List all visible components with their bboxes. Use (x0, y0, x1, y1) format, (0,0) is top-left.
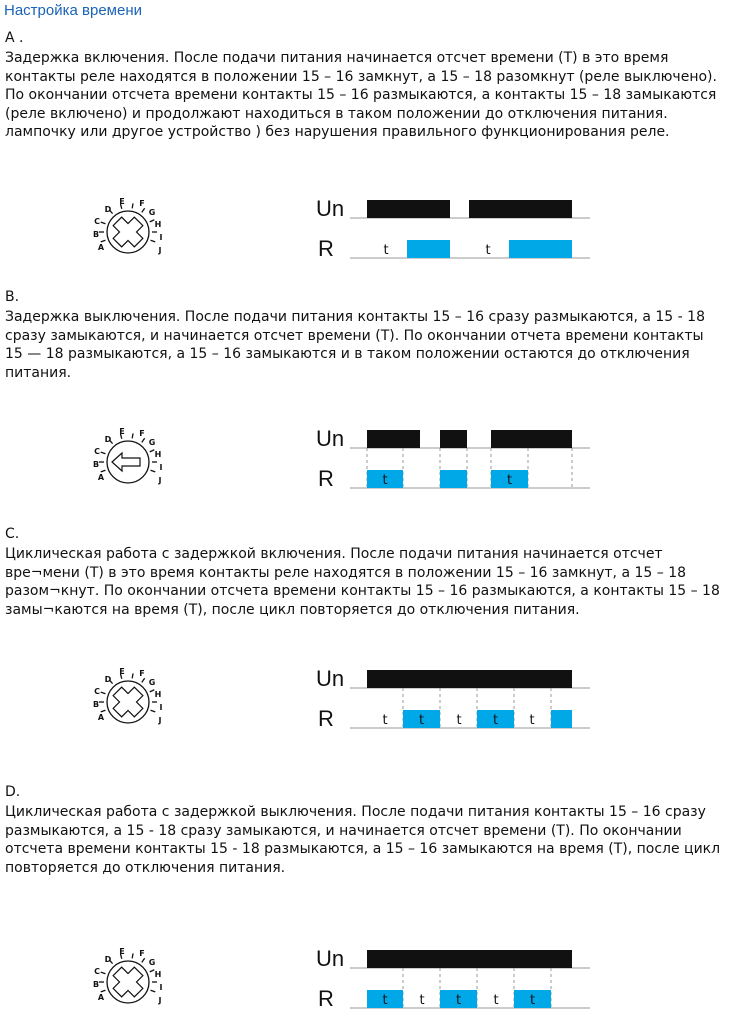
dial-label-h: H (154, 970, 162, 979)
figure-d (0, 940, 748, 1030)
figure-c (0, 660, 748, 750)
dial-label-j: J (158, 716, 162, 725)
figure-a (0, 190, 748, 280)
dial-label-j: J (158, 996, 162, 1005)
dial-tick (101, 240, 106, 242)
dial-label-g: G (148, 208, 156, 217)
dial-label-j: J (158, 246, 162, 255)
un-label: Un (316, 196, 345, 221)
relay-t-label: t (382, 993, 388, 1008)
power-on-block (440, 430, 467, 448)
dial-label-c: C (94, 687, 100, 696)
figure-a-svg (0, 190, 748, 280)
relay-on-block (509, 240, 572, 258)
section-a-line: (реле включено) и продолжают находиться в таком положении до отключения питания. (5, 105, 668, 122)
section-b-line: 15 — 18 размыкаются, а 15 – 16 замыкаются и в таком положении остаются до отключения (5, 346, 690, 362)
dial-tick (142, 208, 145, 212)
un-label: Un (316, 946, 345, 971)
dial-label-e: E (119, 427, 125, 436)
figure-d-svg (0, 940, 748, 1024)
relay-t-label: t (382, 473, 388, 488)
relay-t-label: t (455, 993, 462, 1008)
dial-tick (101, 710, 106, 712)
dial-tick (101, 692, 106, 694)
section-b-line: питания. (5, 364, 72, 381)
section-c-line: вре¬мени (T) в это время контакты реле находятся в положении 15 – 16 замкнут, а 15 – 18 (5, 564, 687, 581)
dial-tick (150, 450, 155, 452)
dial-tick (150, 220, 155, 222)
power-on-block (367, 200, 450, 218)
r-label: R (318, 986, 334, 1011)
delay-t-label: t (485, 243, 491, 258)
dial-label-a: A (97, 713, 105, 722)
dial-label-i: I (159, 703, 163, 712)
r-label: R (318, 466, 334, 491)
page-title: Настройка времени (4, 2, 142, 19)
dial-label-b: B (92, 700, 100, 709)
section-a-text (5, 49, 745, 142)
dial-label-f: F (139, 669, 145, 678)
dial-label-c: C (94, 447, 100, 456)
dial-tick (101, 470, 106, 472)
dial-tick (101, 222, 106, 224)
section-d-line: повторяется до отключения питания. (5, 859, 286, 876)
dial-label-h: H (154, 690, 162, 699)
relay-on-block (440, 470, 467, 488)
section-d-line: отсчета времени контакты 15 - 18 размыкаются, а 15 – 16 замыкаются на время (T), после цикл (5, 841, 721, 857)
r-label: R (318, 236, 334, 261)
dial-label-e: E (119, 197, 125, 206)
dial-label-e: E (119, 947, 125, 956)
section-a-letter: A . (5, 30, 24, 46)
dial-label-d: D (104, 435, 112, 444)
delay-t-label: t (456, 713, 462, 728)
relay-t-label: t (492, 713, 499, 728)
dial-tick (151, 240, 156, 242)
dial-label-i: I (159, 233, 163, 242)
section-c-text (5, 545, 745, 619)
section-d-text (5, 803, 745, 877)
relay-t-label: t (529, 993, 536, 1008)
dial-label-b: B (92, 460, 100, 469)
dial-label-g: G (148, 438, 156, 447)
section-d-line: Циклическая работа с задержкой выключения. После подачи питания контакты 15 – 16 сразу (5, 804, 706, 820)
delay-t-label: t (419, 993, 425, 1008)
section-b-text (5, 308, 745, 382)
dial-label-i: I (159, 463, 163, 472)
dial-label-d: D (104, 205, 112, 214)
dial-label-f: F (139, 199, 145, 208)
section-a-line: Задержка включения. После подачи питания начинается отсчет времени (T) в это время (5, 50, 669, 66)
dial-label-b: B (92, 230, 100, 239)
dial-label-g: G (148, 678, 156, 687)
dial-tick (101, 452, 106, 454)
dial-label-h: H (154, 450, 162, 459)
section-a-line: По окончании отсчета времени контакты 15 – 16 размыкаются, а контакты 15 – 18 замыкаются (5, 87, 717, 103)
dial-label-e: E (119, 667, 125, 676)
section-c-line: Циклическая работа с задержкой включения. После подачи питания начинается отсчет (5, 546, 663, 562)
figure-c-svg (0, 660, 748, 750)
dial-tick (142, 958, 145, 962)
figure-b-svg (0, 420, 748, 510)
dial-label-j: J (158, 476, 162, 485)
dial-tick (132, 203, 133, 208)
dial-tick (151, 990, 156, 992)
dial-label-f: F (139, 949, 145, 958)
delay-t-label: t (529, 713, 535, 728)
dial-label-h: H (154, 220, 162, 229)
dial-label-a: A (97, 473, 105, 482)
figure-b (0, 420, 748, 510)
dial-tick (132, 433, 133, 438)
dial-tick (151, 470, 156, 472)
r-label: R (318, 706, 334, 731)
dial-tick (150, 970, 155, 972)
dial-label-d: D (104, 955, 112, 964)
dial-tick (101, 972, 106, 974)
delay-t-label: t (382, 713, 388, 728)
dial-label-d: D (104, 675, 112, 684)
dial-label-a: A (97, 993, 105, 1002)
dial-label-g: G (148, 958, 156, 967)
dial-tick (150, 690, 155, 692)
section-d-line: размыкаются, а 15 - 18 сразу замыкаются, и начинается отсчет времени (T). По окончании (5, 822, 682, 839)
relay-on-block (551, 710, 572, 728)
section-d-letter: D. (5, 784, 21, 800)
dial-tick (132, 673, 133, 678)
section-b-line: Задержка выключения. После подачи питания контакты 15 – 16 сразу размыкаются, а 15 - 18 (5, 309, 705, 325)
relay-t-label: t (506, 473, 513, 488)
section-c-line: разом¬кнут. По окончании отсчета времени контакты 15 – 16 размыкаются, а контакты 15 – 18 (5, 583, 720, 599)
relay-t-label: t (418, 713, 425, 728)
dial-tick (142, 438, 145, 442)
dial-label-i: I (159, 983, 163, 992)
un-label: Un (316, 666, 345, 691)
section-a-line: контакты реле находятся в положении 15 – 16 замкнут, а 15 – 18 разомкнут (реле выключено). (5, 68, 717, 85)
dial-tick (151, 710, 156, 712)
un-label: Un (316, 426, 345, 451)
power-on-block (491, 430, 572, 448)
dial-tick (142, 678, 145, 682)
power-on-block (367, 430, 420, 448)
section-b-letter: B. (5, 289, 20, 305)
dial-label-b: B (92, 980, 100, 989)
relay-on-block (407, 240, 450, 258)
section-b-line: сразу замыкаются, и начинается отсчет времени (T). По окончании отчета времени контакты (5, 327, 704, 344)
power-on-block (367, 670, 572, 688)
dial-tick (132, 953, 133, 958)
power-on-block (469, 200, 572, 218)
delay-t-label: t (383, 243, 389, 258)
dial-label-c: C (94, 217, 100, 226)
dial-label-f: F (139, 429, 145, 438)
section-c-line: замы¬каются на время (T), после цикл повторяется до отключения питания. (5, 601, 580, 618)
dial-label-c: C (94, 967, 100, 976)
dial-label-a: A (97, 243, 105, 252)
section-c-letter: C. (5, 526, 20, 542)
dial-tick (101, 990, 106, 992)
power-on-block (367, 950, 572, 968)
section-a-line: лампочку или другое устройство ) без нарушения правильного функционирования реле. (5, 124, 670, 140)
delay-t-label: t (493, 993, 499, 1008)
